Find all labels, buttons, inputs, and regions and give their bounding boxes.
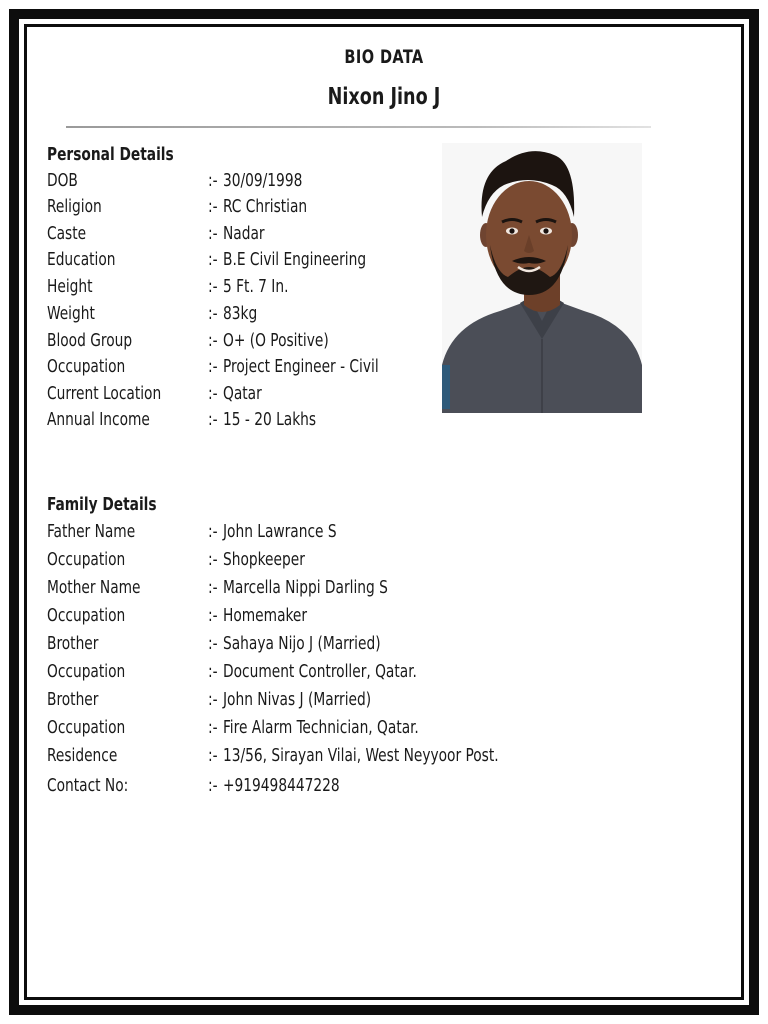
detail-value: 15 - 20 Lakhs xyxy=(223,409,317,430)
detail-separator: :- xyxy=(208,170,218,191)
detail-label: Occupation xyxy=(47,661,126,682)
detail-label: Religion xyxy=(47,196,102,217)
detail-value: O+ (O Positive) xyxy=(223,330,329,351)
detail-separator: :- xyxy=(208,249,218,270)
detail-value: 30/09/1998 xyxy=(223,170,303,191)
detail-separator: :- xyxy=(208,303,218,324)
family-row-mother-name xyxy=(47,577,607,603)
detail-label: Caste xyxy=(47,223,87,244)
title-divider xyxy=(66,126,651,128)
detail-separator: :- xyxy=(208,689,218,710)
detail-label: Brother xyxy=(47,689,99,710)
detail-label: Occupation xyxy=(47,605,126,626)
family-row-mother-occupation xyxy=(47,605,607,631)
detail-value: 5 Ft. 7 In. xyxy=(223,276,289,297)
detail-separator: :- xyxy=(208,717,218,738)
detail-value: Marcella Nippi Darling S xyxy=(223,577,388,598)
detail-separator: :- xyxy=(208,745,218,766)
detail-label: Brother xyxy=(47,633,99,654)
detail-label: Height xyxy=(47,276,93,297)
detail-value: Sahaya Nijo J (Married) xyxy=(223,633,381,654)
detail-label: Current Location xyxy=(47,383,162,404)
detail-separator: :- xyxy=(208,356,218,377)
candidate-name: Nixon Jino J xyxy=(327,84,441,110)
detail-separator: :- xyxy=(208,605,218,626)
detail-value: RC Christian xyxy=(223,196,308,217)
detail-value: John Nivas J (Married) xyxy=(223,689,372,710)
detail-value: +919498447228 xyxy=(223,775,340,796)
detail-label: Occupation xyxy=(47,717,126,738)
detail-label: Education xyxy=(47,249,116,270)
detail-label: Mother Name xyxy=(47,577,141,598)
detail-label: Weight xyxy=(47,303,95,324)
detail-value: John Lawrance S xyxy=(223,521,337,542)
detail-value: Homemaker xyxy=(223,605,308,626)
detail-separator: :- xyxy=(208,775,218,796)
personal-details-heading: Personal Details xyxy=(47,144,174,165)
detail-label: Occupation xyxy=(47,356,126,377)
detail-label: Residence xyxy=(47,745,118,766)
detail-separator: :- xyxy=(208,549,218,570)
detail-value: B.E Civil Engineering xyxy=(223,249,367,270)
detail-separator: :- xyxy=(208,330,218,351)
detail-separator: :- xyxy=(208,521,218,542)
detail-value: Fire Alarm Technician, Qatar. xyxy=(223,717,419,738)
detail-label: Annual Income xyxy=(47,409,150,430)
detail-separator: :- xyxy=(208,409,218,430)
detail-separator: :- xyxy=(208,633,218,654)
detail-label: DOB xyxy=(47,170,78,191)
detail-separator: :- xyxy=(208,223,218,244)
family-row-father-occupation xyxy=(47,549,607,575)
detail-separator: :- xyxy=(208,383,218,404)
family-row-brother-1 xyxy=(47,633,607,659)
detail-value: 13/56, Sirayan Vilai, West Neyyoor Post. xyxy=(223,745,499,766)
family-row-brother-1-occupation xyxy=(47,661,607,687)
family-details-heading: Family Details xyxy=(47,494,157,515)
detail-separator: :- xyxy=(208,661,218,682)
family-row-residence xyxy=(47,745,607,771)
detail-value: Shopkeeper xyxy=(223,549,305,570)
document-title: BIO DATA xyxy=(344,46,424,68)
detail-label: Occupation xyxy=(47,549,126,570)
detail-value: Qatar xyxy=(223,383,262,404)
family-row-contact-no xyxy=(47,775,607,801)
detail-value: Document Controller, Qatar. xyxy=(223,661,417,682)
detail-separator: :- xyxy=(208,276,218,297)
detail-separator: :- xyxy=(208,577,218,598)
portrait-image xyxy=(442,143,642,413)
detail-value: Project Engineer - Civil xyxy=(223,356,379,377)
profile-photo xyxy=(442,143,642,413)
detail-label: Father Name xyxy=(47,521,136,542)
detail-value: Nadar xyxy=(223,223,265,244)
family-row-brother-2 xyxy=(47,689,607,715)
detail-label: Blood Group xyxy=(47,330,133,351)
detail-separator: :- xyxy=(208,196,218,217)
detail-label: Contact No: xyxy=(47,775,129,796)
family-row-father-name xyxy=(47,521,607,547)
family-row-brother-2-occupation xyxy=(47,717,607,743)
detail-value: 83kg xyxy=(223,303,258,324)
